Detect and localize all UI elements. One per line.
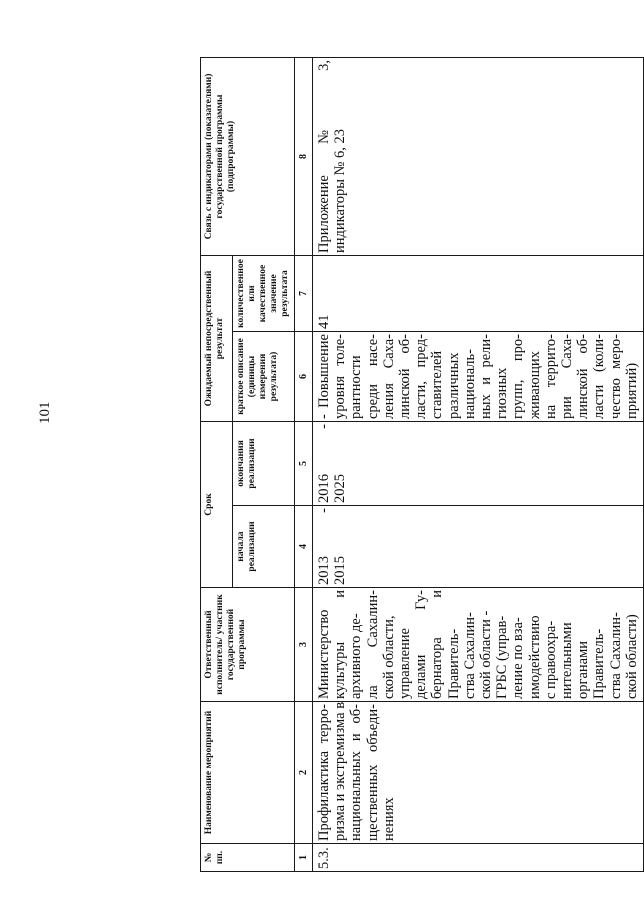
executor-line: нительными bbox=[559, 622, 576, 699]
column-numbering-row bbox=[295, 58, 313, 872]
result-description-line: националь- bbox=[461, 349, 478, 419]
executor-line: ства Сахалин- bbox=[461, 612, 478, 699]
result-description-line: - Повышение bbox=[316, 334, 332, 419]
executor-line: ление по вза- bbox=[510, 617, 527, 699]
header-expected-result: Ожидаемый непосредственный результат bbox=[201, 256, 233, 422]
rotated-table-wrapper bbox=[200, 58, 640, 872]
result-description-line: ласти (коли- bbox=[591, 334, 608, 419]
header-term: Срок bbox=[201, 422, 233, 588]
header-value: количественное или качественное значение результата bbox=[233, 256, 295, 332]
executor-cell bbox=[313, 588, 644, 702]
executor-line: ской области - bbox=[478, 610, 495, 699]
column-number: 8 bbox=[295, 58, 313, 256]
result-description-line: линской об- bbox=[575, 334, 592, 419]
result-description-line: рии Саха- bbox=[559, 334, 576, 419]
start-period-cell bbox=[313, 506, 644, 588]
result-description-line: приятий) bbox=[623, 362, 640, 419]
result-description-line: групп, про- bbox=[510, 334, 527, 419]
executor-line: бернатора и bbox=[429, 590, 446, 699]
result-description-line: гиозных bbox=[494, 367, 511, 419]
executor-line: ГРБС (управ- bbox=[494, 615, 511, 699]
result-description-line: среди насе- bbox=[364, 334, 381, 419]
executor-line: ства Сахалин- bbox=[607, 612, 624, 699]
executor-line: управление bbox=[397, 628, 414, 699]
column-number: 6 bbox=[295, 332, 313, 422]
table-row bbox=[313, 58, 644, 872]
result-description-line: ления Саха- bbox=[380, 334, 397, 419]
result-description-cell bbox=[313, 332, 644, 422]
executor-line: Министерство bbox=[316, 609, 332, 699]
event-name-line: ризма и экстремизма в bbox=[332, 701, 349, 841]
header-end: окончания реализации bbox=[233, 422, 295, 506]
end-period-cell bbox=[313, 422, 644, 506]
result-description-line: различных bbox=[445, 352, 462, 419]
result-value-cell: 41 bbox=[313, 256, 644, 332]
end-period-line: 2016 - bbox=[316, 424, 332, 503]
column-number: 5 bbox=[295, 422, 313, 506]
header-row-top bbox=[201, 58, 233, 872]
executor-line: имодействию bbox=[526, 615, 543, 699]
result-description-line: ласти, пред- bbox=[413, 334, 430, 419]
event-name-line: национальных и об- bbox=[348, 704, 365, 841]
indicator-link-cell bbox=[313, 58, 644, 256]
result-description-line: ных и рели- bbox=[478, 334, 495, 419]
result-description-line: на террито- bbox=[542, 334, 559, 419]
row-number: 5.3. bbox=[313, 844, 644, 872]
executor-line: Правитель- bbox=[591, 628, 608, 699]
executor-line: с правоохра- bbox=[542, 620, 559, 699]
indicator-link-line: индикаторы № 6, 23 bbox=[332, 128, 349, 253]
executor-line: Правитель- bbox=[445, 628, 462, 699]
column-number: 3 bbox=[295, 588, 313, 702]
start-period-line: 2015 bbox=[332, 556, 349, 585]
executor-line: ской области) bbox=[623, 614, 640, 699]
result-description-line: линской об- bbox=[397, 334, 414, 419]
executor-line: ла Сахалин- bbox=[364, 590, 381, 699]
header-indicator-link: Связь с индикаторами (показателями) государственной программы (подпрограммы) bbox=[201, 58, 295, 256]
result-description-line: живающих bbox=[526, 351, 543, 419]
header-start: начала реализации bbox=[233, 506, 295, 588]
executor-line: делами Гу- bbox=[413, 590, 430, 699]
event-name-line: щественных объеди- bbox=[364, 704, 381, 841]
header-event-name: Наименование мероприятий bbox=[201, 702, 295, 844]
indicator-link-line: Приложение № 3, bbox=[316, 60, 332, 253]
page-number: 101 bbox=[37, 401, 53, 424]
start-period-line: 2013 - bbox=[316, 508, 332, 585]
result-description-line: уровня толе- bbox=[332, 334, 349, 419]
events-table bbox=[200, 57, 644, 872]
header-executor: Ответственный исполнитель/ участник государственной программы bbox=[201, 588, 295, 702]
executor-line: органами bbox=[575, 640, 592, 699]
executor-line: ской области, bbox=[380, 615, 397, 699]
column-number: 2 bbox=[295, 702, 313, 844]
header-number: № пп. bbox=[201, 844, 295, 872]
result-description-line: ставителей bbox=[429, 350, 446, 419]
event-name-cell bbox=[313, 702, 644, 844]
executor-line: культуры и bbox=[332, 590, 349, 699]
event-name-line: нениях bbox=[380, 797, 397, 841]
end-period-line: 2025 bbox=[332, 474, 349, 503]
column-number: 7 bbox=[295, 256, 313, 332]
executor-line: архивного де- bbox=[348, 613, 365, 699]
column-number: 1 bbox=[295, 844, 313, 872]
header-description: краткое описание (единицы измерения результата) bbox=[233, 332, 295, 422]
result-description-line: рантности bbox=[348, 355, 365, 419]
column-number: 4 bbox=[295, 506, 313, 588]
result-description-line: чество меро- bbox=[607, 334, 624, 419]
event-name-line: Профилактика терро- bbox=[316, 704, 332, 841]
